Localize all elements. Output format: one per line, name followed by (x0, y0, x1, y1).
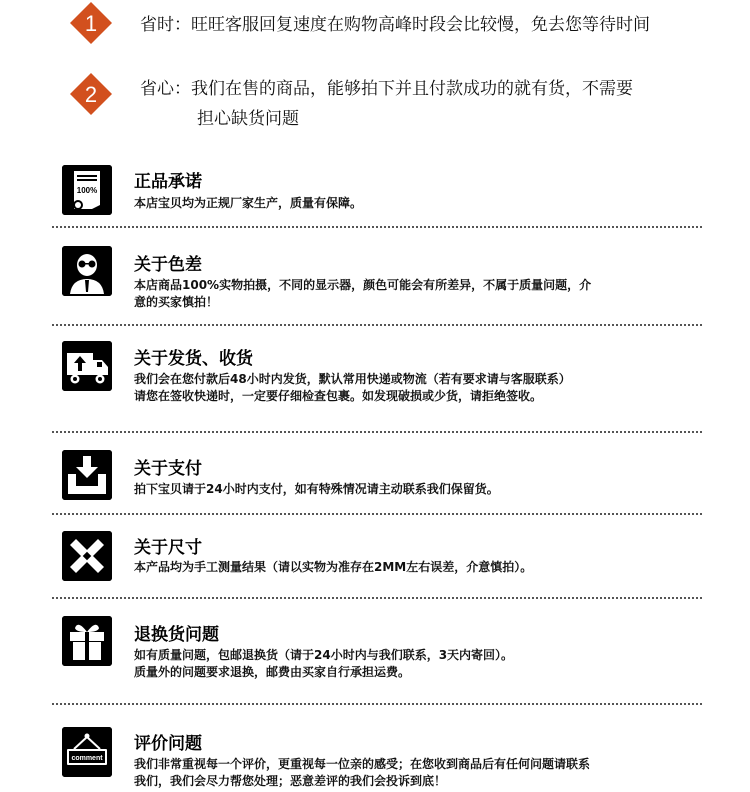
point-1-text (140, 10, 650, 40)
svg-text:2: 2 (84, 82, 98, 107)
svg-text:comment: comment (71, 755, 103, 762)
description-line: 意的买家慎拍！ (134, 295, 219, 309)
description-line: 我们会在您付款后48小时内发货，默认常用快递或物流（若有要求请与客服联系） (134, 372, 571, 386)
dotted-divider (52, 513, 702, 515)
section-title: 关于色差 (134, 255, 202, 275)
description-line: 我们非常重视每一个评价，更重视每一位亲的感受；在您收到商品后有任何问题请联系 (134, 757, 591, 771)
download-tray-icon (62, 450, 112, 500)
description-line: 我们，我们会尽力帮您处理；恶意差评的我们会投诉到底！ (134, 774, 447, 788)
section-title: 正品承诺 (134, 172, 202, 192)
point-2-line: 担心缺货问题 (197, 109, 299, 129)
description-line: 如有质量问题，包邮退换货（请于24小时内与我们联系，3天内寄回）。 (134, 648, 514, 662)
description-line: 本产品均为手工测量结果（请以实物为准存在2MM左右误差，介意慎拍）。 (134, 560, 533, 574)
section-title: 关于发货、收货 (134, 349, 253, 369)
svg-text:100%: 100% (76, 186, 98, 195)
section-description (134, 371, 714, 405)
dotted-divider (52, 597, 702, 599)
person-glasses-icon (62, 246, 112, 296)
section-title: 关于尺寸 (134, 538, 202, 558)
section-title: 退换货问题 (134, 625, 219, 645)
dotted-divider (52, 431, 702, 433)
dotted-divider (52, 324, 702, 326)
section-description (134, 756, 714, 790)
number-diamond-icon (70, 2, 112, 44)
point-2-text (140, 74, 633, 134)
dotted-divider (52, 703, 702, 705)
description-line: 质量外的问题要求退换，邮费由买家自行承担运费。 (134, 665, 411, 679)
section-title: 评价问题 (134, 734, 202, 754)
svg-text:1: 1 (84, 11, 98, 36)
comment-sign-icon (62, 727, 112, 777)
description-line: 拍下宝贝请于24小时内支付，如有特殊情况请主动联系我们保留货。 (134, 482, 499, 496)
section-description (134, 195, 714, 212)
dotted-divider (52, 226, 702, 228)
delivery-truck-icon (62, 341, 112, 391)
gift-box-icon (62, 616, 112, 666)
section-description (134, 559, 714, 576)
point-1-line: 省时：旺旺客服回复速度在购物高峰时段会比较慢，免去您等待时间 (140, 15, 650, 35)
description-line: 请您在签收快递时，一定要仔细检查包裹。如发现破损或少货，请拒绝签收。 (134, 389, 543, 403)
section-description (134, 277, 714, 311)
section-title: 关于支付 (134, 459, 202, 479)
section-description (134, 647, 714, 681)
certificate-icon (62, 165, 112, 215)
section-description (134, 481, 714, 498)
description-line: 本店商品100%实物拍摄，不同的显示器，颜色可能会有所差异，不属于质量问题，介 (134, 278, 592, 292)
point-2-line: 省心：我们在售的商品，能够拍下并且付款成功的就有货，不需要 (140, 79, 633, 99)
description-line: 本店宝贝均为正规厂家生产，质量有保障。 (134, 196, 363, 210)
number-diamond-icon (70, 73, 112, 115)
cross-ruler-icon (62, 531, 112, 581)
